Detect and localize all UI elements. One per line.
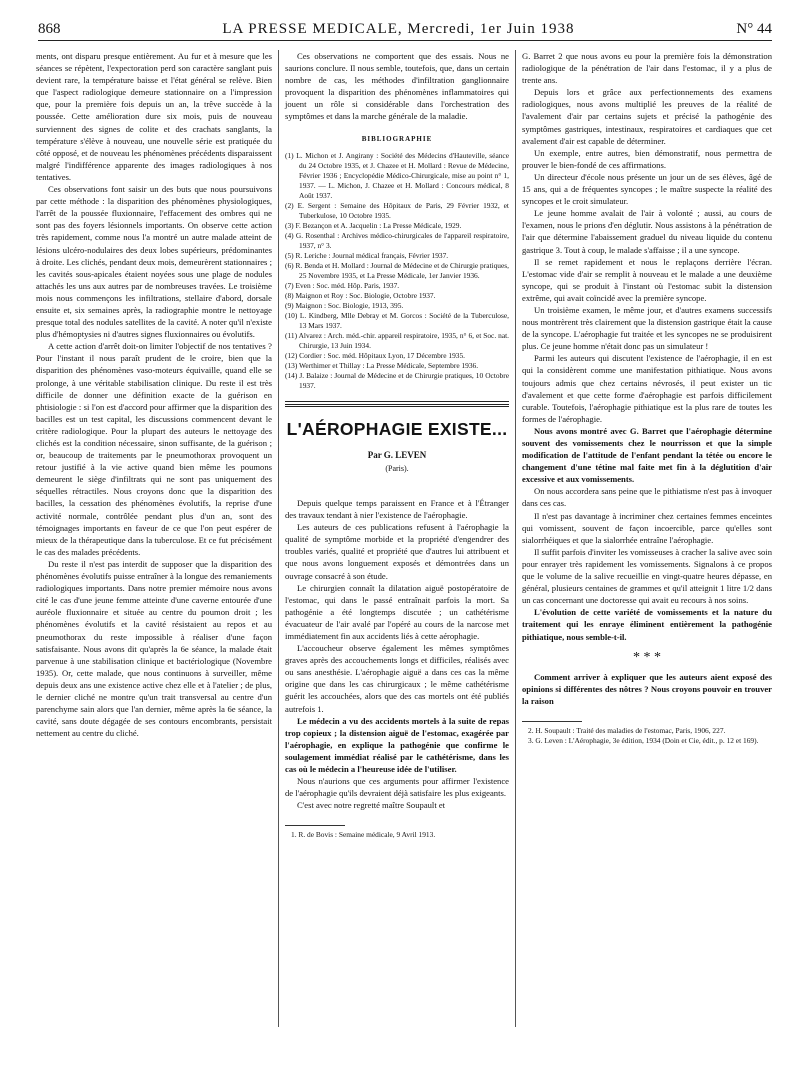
paragraph: Parmi les auteurs qui discutent l'existence de l'aérophagie, il en est qui la considèrent comme une manifestation pithiatique. Nous avons toujours admis que chez certains névrosés, il peut exister un tic d'avalement et que cette forme d'aérophagie est parfois difficilement curable. Toutefois, l'aérophagie pithiatique est la plus rare de toutes les formes de l'aérophagie.: [522, 353, 772, 424]
paragraph: Depuis lors et grâce aux perfectionnements des examens radiologiques, nous avons multiplié les preuves de la réalité de l'avalement d'air par certains sujets et précisé la pathogénie des symptômes gastriques, intestinaux, respiratoires et cardiaques que cet avalement d'air est capable de déterminer.: [522, 87, 772, 146]
paragraph: Depuis quelque temps paraissent en France et à l'Étranger des travaux tendant à nier l'existence de l'aérophagie.: [285, 497, 509, 521]
paragraph: Les auteurs de ces publications refusent à l'aérophagie la qualité de symptôme morbide et la propriété d'engendrer des troubles variés, qualité et propriété que d'autres lui attribuent et que nous avons longuement exposés et démontrées dans un ouvrage consacré à son étude.: [285, 522, 509, 581]
bibliography-item: (13) Werthimer et Thillay : La Presse Médicale, Septembre 1936.: [285, 360, 479, 370]
bibliography-item: (8) Maignon et Roy : Soc. Biologie, Octobre 1937.: [285, 290, 436, 300]
paragraph: Ces observations ne comportent que des essais. Nous ne saurions conclure. Il nous semble, toutefois, que, dans un certain nombre de cas, les méthodes d'infiltration ganglionnaire provoquent la disparition des phénomènes inflammatoires qui jouent un rôle si considérable dans l'orchestration des symptômes et dans la marche générale de la maladie.: [285, 51, 509, 122]
footnote: 2. H. Soupault : Traité des maladies de l'estomac, Paris, 1906, 227.: [528, 725, 726, 735]
paragraph: ments, ont disparu presque entièrement. Au fur et à mesure que les séances se répètent, l'expectoration perd son caractère sanglant puis devient rare, la température baisse et l'état général se relève. Bien que l'aspect radiologique demeure stationnaire on a l'impression que, pour la première fois depuis un an, la trêve succède à la poussée. Cette amélioration dure six mois, puis de nouveau surviennent des signes de colite et des crachats sanglants, la température s'élève à nouveau, une nouvelle série est pratiquée du côté opposé, et de nouveau les phénomènes précédents disparaissent malgré l'indifférence apparente des images radiologiques à nos tentatives.: [36, 51, 272, 182]
paragraph: Nous n'aurions que ces arguments pour affirmer l'existence de l'aérophagie qu'ils devraient déjà satisfaire les plus exigeants.: [285, 776, 509, 799]
bibliography-item: (6) R. Benda et H. Mollard : Journal de Médecine et de Chirurgie pratiques, 25 Novembre 1935, et La Presse Médicale, 1er Janvier 1936.: [285, 260, 509, 280]
bibliography-item: (12) Cordier : Soc. méd. Hôpitaux Lyon, 17 Décembre 1935.: [285, 350, 466, 360]
page-number: 868: [38, 20, 61, 37]
bibliography-item: (10) L. Kindberg, Mlle Debray et M. Gorcos : Société de la Tuberculose, 13 Mars 1937.: [285, 310, 509, 330]
column-divider: [278, 50, 279, 1027]
paragraph: Il se remet rapidement et nous le replaçons derrière l'écran. L'estomac vide d'air se remplit à nouveau et le malade a une deuxième syncope, qui se produit à l'instant où l'estomac subit la distension extrême, qui avait coïncidé avec la première syncope.: [522, 256, 772, 303]
paragraph: Le jeune homme avalait de l'air à volonté ; aussi, au cours de l'examen, nous le prions d'en déglutir. Nous assistons à la pénétration de l'air que détermine l'abaissement graduel du niveau liquide du contenu gastrique 3. Tout à coup, le malade s'affaisse ; il a une syncope.: [522, 208, 772, 255]
footnote: 1. R. de Bovis : Semaine médicale, 9 Avril 1913.: [291, 830, 436, 840]
footnote: 3. G. Leven : L'Aérophagie, 3e édition, 1934 (Doin et Cie, édit., p. 12 et 169).: [528, 735, 759, 745]
paragraph: Un troisième examen, le même jour, et d'autres examens successifs nous montrèrent très clairement que la distension gastrique était la cause de la syncope. L'aérophagie fut traitée et les syncopes ne se produisirent plus. Ce jeune homme n'était donc pas un simulateur !: [522, 304, 772, 352]
footnote-rule: [285, 825, 345, 826]
bibliography-item: (1) L. Michon et J. Angirany : Société des Médecins d'Hauteville, séance du 24 Octobre 1935, et J. Chazee et H. Mollard : Revue de Médecine, Février 1936 ; Encyclopédie Médico-Chirurgicale, mise au point n° 1, 1937. — L. Michon, J. Chazee et H. Mollard : Concours médical, 8 Août 1937.: [285, 150, 509, 200]
column-2: [285, 50, 509, 840]
paragraph: On nous accordera sans peine que le pithiatisme n'est pas à invoquer dans ces cas.: [522, 486, 772, 509]
paragraph: Ces observations font saisir un des buts que nous poursuivons par cette méthode : la disparition des phénomènes physiologiques, l'arrêt de la poussée fluxionnaire, l'effacement des ombres qui ne sont pas des foyers lésionnels importants. On observe cette action très rapidement, comme nous l'a montré un autre malade atteint de lésions ulcéro-nodulaires des deux lobes supérieurs, prédominantes à droite. Les clichés, pendant deux mois, demeurèrent stationnaires ; les cavités sous-apicales étaient noyées sous une plage de nodules attachés les uns aux autres par de nombreuses travées. Le troisième mois nous commençons les infiltrations, stellaire d'abord, dorsale ensuite et, six semaines après, la radiographie montre le nettoyage presque total des nodules satellites de la cavité. A noter qu'il n'existe plus d'hémoptysies ni d'autres signes fluxionnaires ou évolutifs.: [36, 184, 272, 340]
bibliography-item: (7) Even : Soc. méd. Hôp. Paris, 1937.: [285, 280, 400, 290]
paragraph: L'accoucheur observe également les mêmes symptômes graves après des accouchements longs et difficiles, réalisés avec ou sans anesthésie. L'aérophagie aiguë a dans ces cas la même origine que dans les cas chirurgicaux ; le même cathétérisme guérit les accouchées, alors que des cas mortels ont été publiés autrefois 1.: [285, 643, 509, 714]
paragraph: Il n'est pas davantage à incriminer chez certaines femmes enceintes qui vomissent, souvent de façon incoercible, parce qu'elles sont sialorrhéiques et que la sialorrhée entraîne l'aérophagie.: [522, 510, 772, 545]
paragraph: Il suffit parfois d'inviter les vomisseuses à cracher la salive avec soin pour enrayer très rapidement les vomissements. Signalons à ce propos que le volume de la salive recueillie en vingt-quatre heures dépasse, en général, plusieurs centaines de grammes et qu'il atteignit 1 litre 1/2 dans un cas concernant une doctoresse qui avait eu recours à nos soins.: [522, 546, 772, 606]
bibliography-item: (3) F. Bezançon et A. Jacquelin : La Presse Médicale, 1929.: [285, 220, 462, 230]
paragraph: Du reste il n'est pas interdit de supposer que la disparition des phénomènes évolutifs puisse entraîner à la longue des remaniements radiologiques importants. Dans notre premier mémoire nous avons cité le cas d'une jeune femme atteinte d'une caverne entourée d'une auréole fluxionnaire et située au centre du poumon droit ; les phénomènes évolutifs et la cavité résistaient au repos et au pneumothorax du reste impossible à réaliser d'une façon satisfaisante. Nous avons dit qu'après la 6e séance, la malade était parvenue à une stabilisation clinique et bactériologique (Novembre 1935). Or, cette malade, que nous continuons à surveiller, même depuis deux ans une existence active chez elle et à l'atelier ; de plus, le dernier cliché ne montre qu'un trait transversal au centre d'un parenchyme sain alors que l'an dernier, même après la 6e séance, la cavité, sans doute dégagée de ses contours encombrants, persistait nettement au centre du cliché.: [36, 558, 272, 739]
paragraph-bold: Nous avons montré avec G. Barret que l'aérophagie détermine souvent des vomissements chez le nourrisson et que la simple modification de l'attitude de l'enfant pendant la tétée ou encore le changement d'une tétine mal faite met fin à la déglutition d'air excessive et aux vomissements.: [522, 425, 772, 485]
paragraph-bold: Le médecin a vu des accidents mortels à la suite de repas trop copieux ; la distension aiguë de l'estomac, exagérée par l'aérophagie, en explique la pathogénie que confirme le soulagement immédiat réalisé par le cathétérisme, dans les cas où le médecin a l'heureuse idée de l'utiliser.: [285, 715, 509, 774]
bibliography-item: (9) Maignon : Soc. Biologie, 1913, 395.: [285, 300, 404, 310]
paragraph: Un directeur d'école nous présente un jour un de ses élèves, âgé de 15 ans, qui a de fréquentes syncopes ; le maître suspecte la réalité des syncopes et le croit simulateur.: [522, 171, 772, 207]
section-rule: [285, 401, 509, 402]
bibliography-list: [285, 151, 509, 391]
column-divider: [515, 50, 516, 1027]
bibliography-item: (11) Alvarez : Arch. méd.-chir. appareil respiratoire, 1935, n° 6, et Soc. nat. Chirurgie, 13 Juin 1934.: [285, 330, 509, 350]
section-rule: [285, 404, 509, 407]
bibliography-item: (4) G. Rosenthal : Archives médico-chirurgicales de l'appareil respiratoire, 1937, n° 3.: [285, 230, 509, 250]
bibliography-item: (14) J. Balaize : Journal de Médecine et de Chirurgie pratiques, 10 Octobre 1937.: [285, 370, 509, 390]
column-1: [36, 50, 272, 739]
paragraph: Le chirurgien connaît la dilatation aiguë postopératoire de l'estomac, qui dans le passé entraînait parfois la mort. Sa pathogénie a été longtemps discutée ; un cathétérisme évacuateur de l'air avalé par l'opéré au cours de la narcose met immédiatement fin aux accidents liés à cette aérophagie.: [285, 582, 509, 641]
paragraph-bold: L'évolution de cette variété de vomissements et la nature du traitement qui les enraye éliminent entièrement la pathogénie pithiatique, nous semble-t-il.: [522, 607, 772, 642]
column-3: [522, 50, 772, 746]
issue-number: N° 44: [736, 20, 772, 37]
page-header: [38, 18, 772, 41]
bibliography-item: (2) E. Sergent : Semaine des Hôpitaux de Paris, 29 Février 1932, et Tuberkulose, 10 Octobre 1935.: [285, 200, 509, 220]
bibliography-heading: BIBLIOGRAPHIE: [361, 134, 433, 143]
article-author: Par G. LEVEN: [367, 449, 427, 460]
footnote-rule: [522, 721, 582, 722]
author-location: (Paris).: [385, 463, 409, 473]
bibliography-item: (5) R. Leriche : Journal médical français, Février 1937.: [285, 250, 449, 260]
article-title: L'AÉROPHAGIE EXISTE...: [286, 418, 508, 439]
paragraph: C'est avec notre regretté maître Soupault et: [297, 800, 446, 811]
paragraph-bold: Comment arriver à expliquer que les auteurs aient exposé des opinions si différentes des nôtres ? Nous croyons pouvoir en trouver la raison: [522, 671, 772, 706]
paragraph: Un exemple, entre autres, bien démonstratif, nous permettra de prouver le bien-fondé de ces affirmations.: [522, 147, 772, 170]
section-break-stars: * * *: [633, 649, 661, 665]
paragraph: G. Barret 2 que nous avons eu pour la première fois la démonstration radiologique de la pénétration de l'air dans l'estomac, il y a plus de trente ans.: [522, 51, 772, 86]
paragraph: A cette action d'arrêt doit-on limiter l'objectif de nos tentatives ? Pour l'instant il nous paraît prudent de le croire, bien que la disparition des phénomènes vaso-moteurs équivaille, quand elle se prolonge, à une véritable stabilisation clinique. Du reste il est très difficile de donner une définition exacte de la guérison en phtisiologie : si l'on est d'accord pour affirmer que la disparition des bacilles est un test capital, les discussions commencent devant le critère radiologique. Pour la plupart des auteurs le nettoyage des clichés est la condition nécessaire, sinon suffisante, de la guérison ; or, beaucoup de traitements par le pneumothorax provoquent un retour justifié à la vie active quand bien même les poumons demeurent le siège d'infiltrats qui ne sont pas uniquement des séquelles rétractiles. Nous croyons donc que la disparition des bacilles, la cessation des phénomènes évolutifs, la reprise d'une activité normale, contrôlée pendant plus d'un an, sont des témoignages importants en faveur de ce que l'on peut espérer de mieux de la thérapeutique dans la tuberculose. Et ce fut précisément le cas des malades précédents.: [36, 341, 272, 557]
journal-title: LA PRESSE MEDICALE, Mercredi, 1er Juin 1938: [222, 20, 575, 37]
